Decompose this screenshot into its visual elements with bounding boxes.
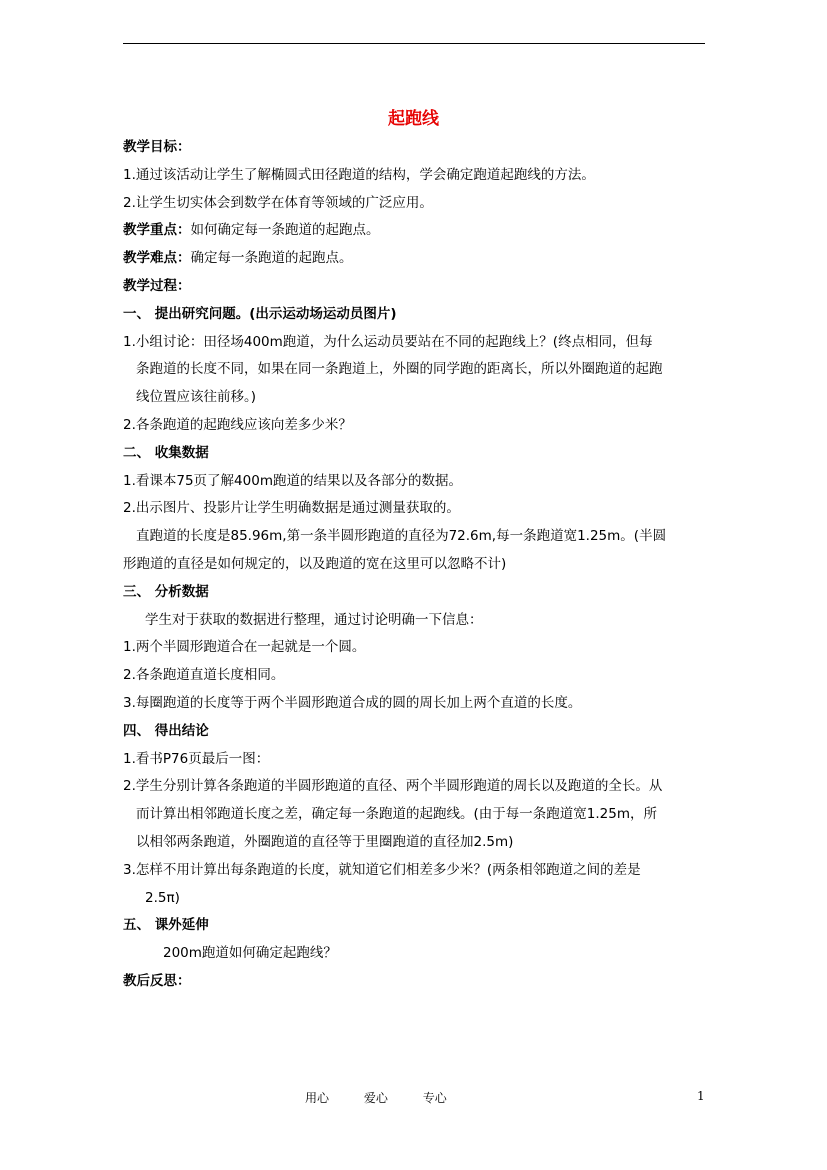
text-line: 1.通过该活动让学生了解椭圆式田径跑道的结构，学会确定跑道起跑线的方法。 bbox=[123, 166, 595, 183]
text-line: 三、 分析数据 bbox=[123, 583, 209, 600]
text-line bbox=[123, 217, 708, 245]
text-line: 四、 得出结论 bbox=[123, 722, 209, 739]
inline-text: 确定每一条跑道的起跑点。 bbox=[190, 250, 353, 267]
text-line: 形跑道的直径是如何规定的，以及跑道的宽在这里可以忽略不计) bbox=[123, 555, 507, 572]
header-rule bbox=[123, 43, 705, 44]
document-title: 起跑线 bbox=[388, 109, 439, 129]
text-line: 1.小组讨论：田径场400m跑道，为什么运动员要站在不同的起跑线上？(终点相同，但每 bbox=[123, 333, 653, 350]
text-line: 1.两个半圆形跑道合在一起就是一个圆。 bbox=[123, 639, 366, 656]
footer-motto: 用心 bbox=[305, 1091, 330, 1105]
footer-mottos bbox=[305, 1089, 478, 1106]
text-line: 学生对于获取的数据进行整理，通过讨论明确一下信息： bbox=[145, 611, 483, 628]
text-line: 二、 收集数据 bbox=[123, 444, 209, 461]
text-line: 条跑道的长度不同，如果在同一条跑道上，外圈的同学跑的距离长，所以外圈跑道的起跑 bbox=[136, 361, 663, 378]
inline-text: 如何确定每一条跑道的起跑点。 bbox=[190, 222, 380, 239]
text-line: 3.每圈跑道的长度等于两个半圆形跑道合成的圆的周长加上两个直道的长度。 bbox=[123, 694, 582, 711]
text-line: 教学过程： bbox=[123, 277, 191, 294]
text-line: 一、 提出研究问题。(出示运动场运动员图片) bbox=[123, 305, 397, 322]
text-line: 1.看课本75页了解400m跑道的结果以及各部分的数据。 bbox=[123, 472, 462, 489]
footer-motto: 专心 bbox=[422, 1091, 447, 1105]
page-number: 1 bbox=[697, 1089, 705, 1103]
text-line: 线位置应该往前移。) bbox=[136, 389, 257, 406]
text-line: 2.各条跑道的起跑线应该向差多少米？ bbox=[123, 416, 352, 433]
text-line: 教学目标： bbox=[123, 139, 191, 155]
text-line: 1.看书P76页最后一图： bbox=[123, 750, 270, 767]
text-line: 3.怎样不用计算出每条跑道的长度，就知道它们相差多少米？(两条相邻跑道之间的差是 bbox=[123, 861, 641, 878]
footer-motto: 爱心 bbox=[363, 1091, 388, 1105]
text-line: 2.学生分别计算各条跑道的半圆形跑道的直径、两个半圆形跑道的周长以及跑道的全长。从 bbox=[123, 778, 663, 795]
inline-heading: 教学难点： bbox=[123, 250, 191, 267]
text-line: 教后反思： bbox=[123, 972, 191, 989]
text-line: 五、 课外延伸 bbox=[123, 917, 209, 934]
text-line: 2.让学生切实体会到数学在体育等领域的广泛应用。 bbox=[123, 194, 433, 211]
text-line: 以相邻两条跑道，外圈跑道的直径等于里圈跑道的直径加2.5m) bbox=[136, 833, 514, 850]
text-line: 200m跑道如何确定起跑线？ bbox=[163, 945, 337, 962]
text-line: 2.出示图片、投影片让学生明确数据是通过测量获取的。 bbox=[123, 500, 460, 517]
text-line: 2.各条跑道直道长度相同。 bbox=[123, 667, 285, 684]
text-line: 2.5π) bbox=[145, 889, 180, 906]
text-line: 直跑道的长度是85.96m,第一条半圆形跑道的直径为72.6m,每一条跑道宽1.25m。(半圆 bbox=[136, 528, 667, 545]
inline-heading: 教学重点： bbox=[123, 222, 191, 239]
text-line: 而计算出相邻跑道长度之差，确定每一条跑道的起跑线。(由于每一条跑道宽1.25m，所 bbox=[136, 806, 657, 823]
document-body bbox=[123, 134, 708, 996]
text-line bbox=[123, 245, 708, 273]
